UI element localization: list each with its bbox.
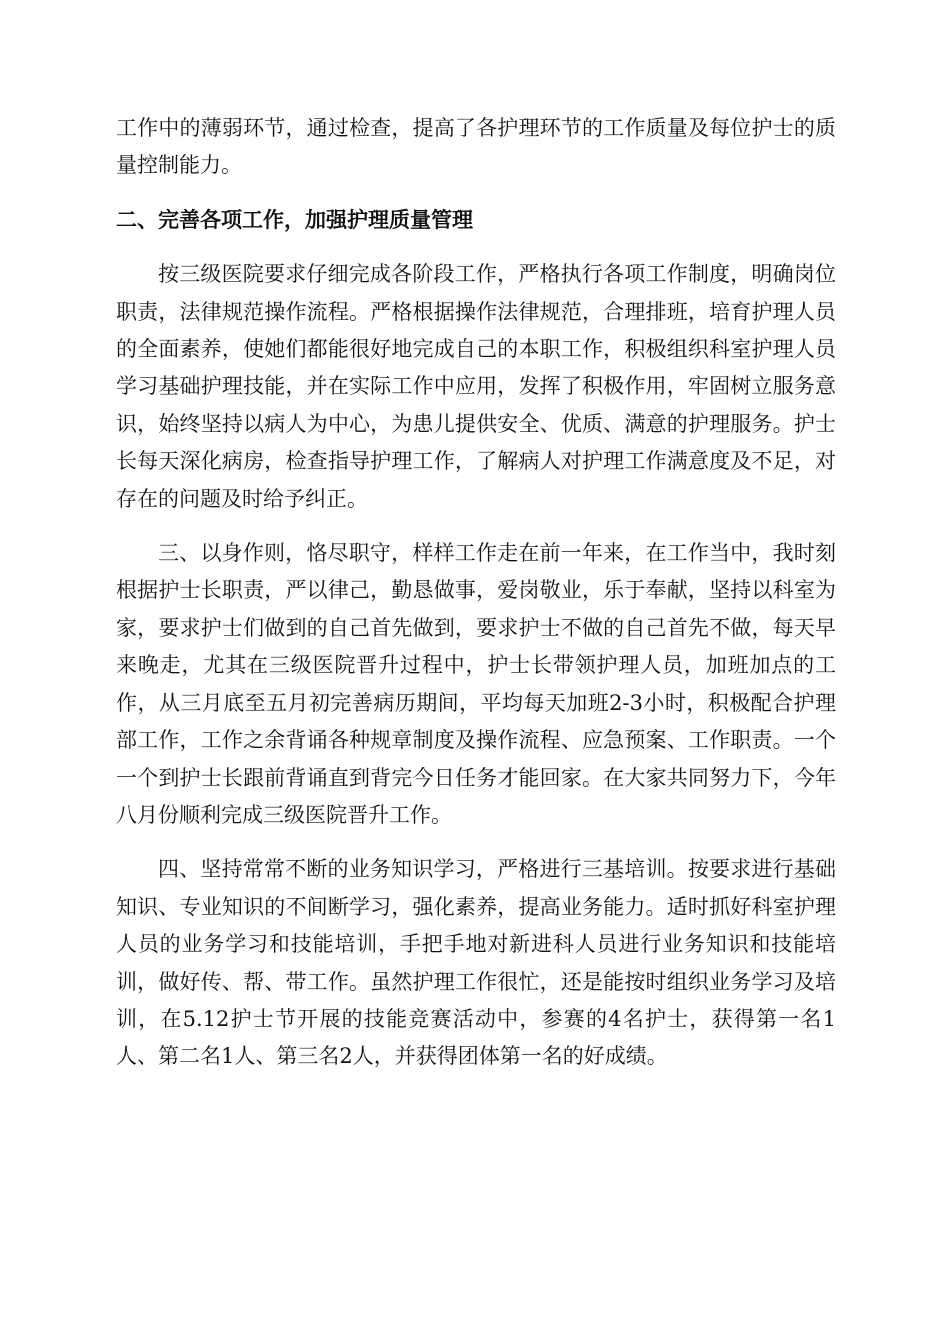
paragraph-training: 四、坚持常常不断的业务知识学习，严格进行三基培训。按要求进行基础知识、专业知识的不间断学习，强化素养，提高业务能力。适时抓好科室护理人员的业务学习和技能培训，手把手地对新进科人员进行业务知识和技能培训，做好传、帮、带工作。虽然护理工作很忙，还是能按时组织业务学习及培训，在5.12护士节开展的技能竞赛活动中，参赛的4名护士，获得第一名1人、第二名1人、第三名2人，并获得团体第一名的好成绩。 xyxy=(116,857,836,1069)
paragraph-continued: 工作中的薄弱环节，通过检查，提高了各护理环节的工作质量及每位护士的质量控制能力。 xyxy=(116,116,836,178)
document-page xyxy=(116,110,836,1093)
paragraph-lead-by-example: 三、以身作则，恪尽职守，样样工作走在前一年来，在工作当中，我时刻根据护士长职责，严以律己，勤恳做事，爱岗敬业，乐于奉献，坚持以科室为家，要求护士们做到的自己首先做到，要求护士不做的自己首先不做，每天早来晚走，尤其在三级医院晋升过程中，护士长带领护理人员，加班加点的工作，从三月底至五月初完善病历期间，平均每天加班2-3小时，积极配合护理部工作，工作之余背诵各种规章制度及操作流程、应急预案、工作职责。一个一个到护士长跟前背诵直到背完今日任务才能回家。在大家共同努力下，今年八月份顺利完成三级医院晋升工作。 xyxy=(116,541,836,827)
section-heading-2: 二、完善各项工作，加强护理质量管理 xyxy=(116,207,473,232)
paragraph-quality-management: 按三级医院要求仔细完成各阶段工作，严格执行各项工作制度，明确岗位职责，法律规范操作流程。严格根据操作法律规范，合理排班，培育护理人员的全面素养，使她们都能很好地完成自己的本职工作，积极组织科室护理人员学习基础护理技能，并在实际工作中应用，发挥了积极作用，牢固树立服务意识，始终坚持以病人为中心，为患儿提供安全、优质、满意的护理服务。护士长每天深化病房，检查指导护理工作，了解病人对护理工作满意度及不足，对存在的问题及时给予纠正。 xyxy=(116,262,836,511)
